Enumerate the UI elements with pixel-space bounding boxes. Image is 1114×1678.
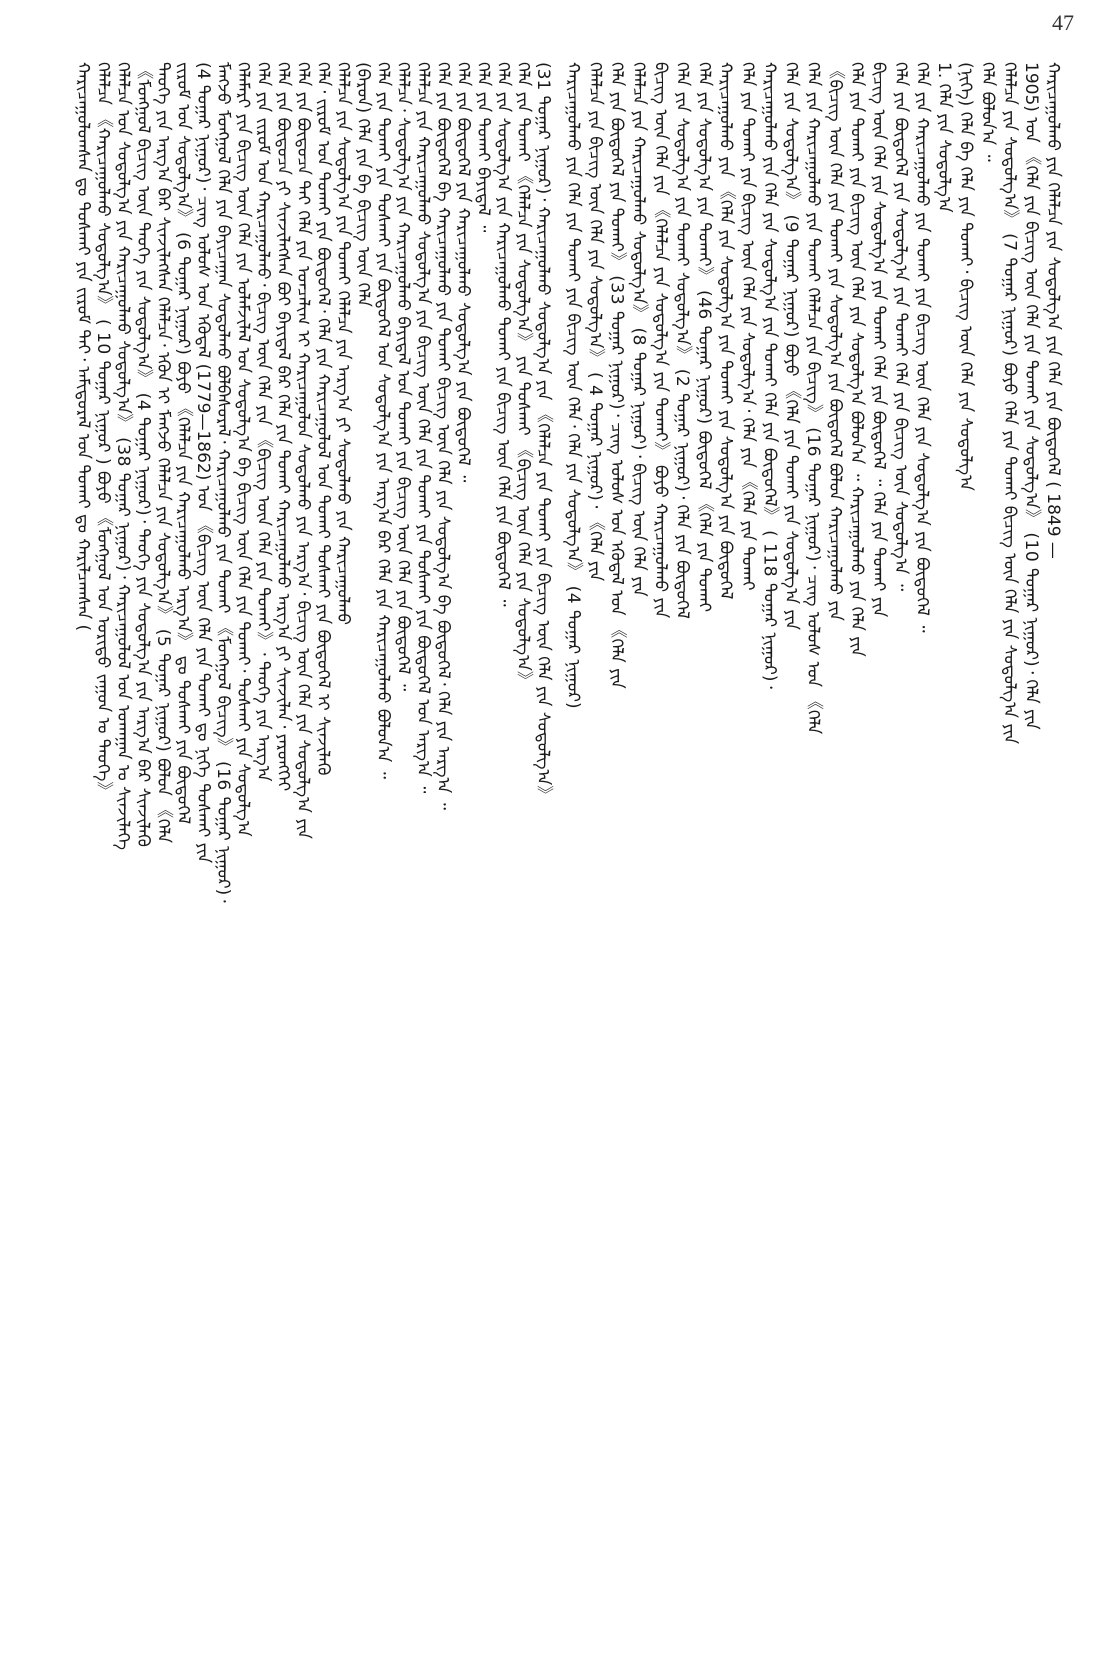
right-block-column: ᠬᠡᠯᠡᠯᠴᠡ 《ᠬᠠᠷᠢᠴᠠᠭᠤᠯᠬᠤ ᠰᠤᠳᠤᠯᠭ᠎ᠠ》 ( 10 ᠳᠤᠭᠠᠷ ᠨᠢᠭᠤᠷ ) ᠪᠤᠶᠤ 《ᠮᠣᠩᠭᠤᠯ ᠤᠨ ᠤᠷᠢᠳᠤ ᠵᠠᠭᠤᠨ ᠤ ᠲᠡᠦᠬᠡ》 bbox=[93, 62, 113, 799]
left-block-column: ᠬᠡᠯᠡᠯᠴᠡ ᠶᠢᠨ ᠰᠤᠳᠤᠯᠭ᠎ᠠ》 (7 ᠳᠤᠭᠠᠷ ᠨᠢᠭᠤᠷ) ᠪᠤᠶᠤ ᠬᠡᠯᠡ ᠶᠢᠨ ᠲᠤᠬᠠᠢ ᠪᠢᠴᠢᠭ᠌ ᠦᠨ ᠬᠡᠯᠡ ᠶᠢᠨ ᠰᠤᠳᠤᠯᠭ᠎ᠠ ᠶᠢᠨ bbox=[999, 62, 1020, 745]
left-block-column: ᠬᠡᠯᠡ ᠶᠢᠨ ᠬᠠᠷᠢᠴᠠᠭᠤᠯᠬᠤ ᠶᠢᠨ ᠲᠤᠬᠠᠢ ᠬᠡᠯᠡᠯᠴᠡ ᠶᠢᠨ ᠪᠢᠴᠢᠭ᠌》 (16 ᠳᠤᠭᠠᠷ ᠨᠢᠭᠤᠷ)᠂ ᠴᠢᠩ ᠤᠯᠤᠰ ᠤᠨ 《ᠬᠡᠯᠡ bbox=[803, 62, 823, 735]
left-block-column: ᠬᠡᠯᠡ ᠶᠢᠨ ᠰᠤᠳᠤᠯᠭ᠎ᠠ ᠶᠢᠨ ᠲᠤᠬᠠᠢ ᠰᠤᠳᠤᠯᠭ᠎ᠠ》 (2 ᠳᠤᠭᠠᠷ ᠨᠢᠭᠤᠷ)᠂ ᠬᠡᠯᠡ ᠶᠢᠨ ᠪᠦᠲᠦᠭᠡᠯ bbox=[672, 62, 693, 619]
right-block-column: ᠬᠡᠯᠡ ᠶᠢᠨ ᠲᠤᠬᠠᠢ ᠶᠢᠨ ᠲᠤᠰᠬᠠᠢ ᠶᠢᠨ ᠪᠦᠲᠦᠭᠡᠯ ᠤᠨ ᠰᠤᠳᠤᠯᠭ᠎ᠠ ᠶᠢᠨ ᠠᠷᠭ᠎ᠠ ᠪᠠᠷ ᠬᠡᠯᠡ ᠶᠢᠨ ᠬᠠᠷᠢᠴᠠᠭᠤᠯᠬᠤ ᠪᠣᠯᠤᠨ᠎ᠠ ᠃ bbox=[373, 62, 393, 779]
left-block-column: ᠬᠡᠯᠡ ᠶᠢᠨ ᠲᠤᠬᠠᠢ ᠶᠢᠨ ᠪᠢᠴᠢᠭ᠌ ᠦᠨ ᠬᠡᠯᠡ ᠶᠢᠨ ᠰᠤᠳᠤᠯᠭ᠎ᠠ ᠪᠣᠯᠤᠨ᠎ᠠ ᠃ ᠬᠠᠷᠢᠴᠠᠭᠤᠯᠬᠤ ᠶᠢᠨ ᠬᠡᠯᠡ ᠶᠢᠨ bbox=[846, 62, 867, 657]
left-block-column: ᠬᠡᠯᠡ ᠶᠢᠨ ᠪᠦᠲᠦᠭᠡᠯ ᠶᠢᠨ ᠲᠤᠬᠠᠢ》 (33 ᠳᠤᠭᠠᠷ ᠨᠢᠭᠤᠷ)᠂ ᠴᠢᠩ ᠤᠯᠤᠰ ᠤᠨ ᠡᠭᠦᠳᠡᠯ ᠤᠨ 《ᠬᠡᠯᠡ ᠶᠢᠨ bbox=[606, 62, 627, 689]
right-block-column: (4 ᠳᠤᠭᠠᠷ ᠨᠢᠭᠤᠷ)᠂ ᠴᠢᠩ ᠤᠯᠤᠰ ᠤᠨ ᠡᠭᠦᠳᠡᠯ (1779—1862) ᠤᠨ 《ᠪᠢᠴᠢᠭ᠌ ᠦᠨ ᠬᠡᠯᠡ ᠶᠢᠨ ᠲᠤᠬᠠᠢ ᠳᠤ ᠨᠢᠭᠡ ᠲᠤᠰᠬᠠᠢ ᠶᠢᠨ bbox=[193, 62, 213, 864]
left-block-column: ᠪᠢᠴᠢᠭ᠌ ᠦᠨ ᠬᠡᠯᠡ ᠶᠢᠨ ᠰᠤᠳᠤᠯᠭ᠎ᠠ ᠶᠢᠨ ᠲᠤᠬᠠᠢ ᠬᠡᠯᠡ ᠶᠢᠨ ᠪᠦᠲᠦᠭᠡᠯ ᠃ ᠬᠡᠯᠡ ᠶᠢᠨ ᠲᠤᠬᠠᠢ ᠶᠢᠨ bbox=[868, 62, 889, 618]
right-block-column: ᠬᠡᠯᠡ ᠶᠢᠨ ᠰᠤᠳᠤᠯᠭ᠎ᠠ ᠶᠢᠨ ᠬᠠᠷᠢᠴᠠᠭᠤᠯᠬᠤ ᠲᠤᠬᠠᠢ ᠶᠢᠨ ᠪᠢᠴᠢᠭ᠌ ᠦᠨ ᠬᠡᠯᠡ ᠶᠢᠨ ᠪᠦᠲᠦᠭᠡᠯ ᠃ bbox=[493, 62, 513, 607]
right-block-column: ᠬᠡᠯᠡ ᠶᠢᠨ ᠪᠦᠲᠦᠴᠡ ᠶᠢ ᠰᠢᠨᠵᠢᠯᠡᠭᠰᠡᠨ ᠪᠤᠢ ᠪᠠᠶᠢᠳᠠᠯ ᠪᠠᠷ ᠬᠡᠯᠡ ᠶᠢᠨ ᠲᠤᠬᠠᠢ ᠬᠠᠷᠢᠴᠠᠭᠤᠯᠬᠤ ᠠᠷᠭ᠎ᠠ ᠶᠢ ᠰᠢᠨᠵᠢᠯᠡᠨ᠂ ᠶᠡᠷᠦᠩᠬᠡᠢ bbox=[273, 62, 293, 792]
left-block-column: ᠪᠢᠴᠢᠭ᠌ ᠦᠨ ᠬᠡᠯᠡ ᠶᠢᠨ 《ᠬᠡᠯᠡᠯᠴᠡ ᠶᠢᠨ ᠰᠤᠳᠤᠯᠭ᠎ᠠ ᠶᠢᠨ ᠲᠤᠬᠠᠢ》 ᠪᠤᠶᠤ ᠬᠠᠷᠢᠴᠠᠭᠤᠯᠬᠤ ᠶᠢᠨ bbox=[650, 62, 671, 619]
right-block-column: ᠵᠢᠷᠤᠮ ᠤᠨ ᠰᠤᠳᠤᠯᠭ᠎ᠠ》 (6 ᠳᠤᠭᠠᠷ ᠨᠢᠭᠤᠷ) ᠪᠤᠶᠤ 《ᠬᠡᠯᠡᠯᠴᠡ ᠶᠢᠨ ᠬᠠᠷᠢᠴᠠᠭᠤᠯᠬᠤ ᠠᠷᠭ᠎ᠠ》 ᠳᠤ ᠲᠤᠰᠬᠠᠢ ᠶᠢᠨ ᠪᠦᠲᠦᠭᠡᠯ bbox=[173, 62, 193, 825]
left-block-column: ᠬᠠᠷᠢᠴᠠᠭᠤᠯᠬᠤ ᠶᠢᠨ ᠬᠡᠯᠡ ᠶᠢᠨ ᠰᠤᠳᠤᠯᠭ᠎ᠠ ᠶᠢᠨ ᠲᠤᠬᠠᠢ ᠬᠡᠯᠡ ᠶᠢᠨ ᠪᠦᠲᠦᠭᠡᠯ》 ( 118 ᠳᠤᠭᠠᠷ ᠨᠢᠭᠤᠷ)᠂ bbox=[759, 62, 780, 689]
right-block-column: ᠬᠡᠯᠡ ᠶᠢᠨ ᠲᠤᠬᠠᠢ ᠪᠠᠶᠢᠳᠠᠯ ᠃ bbox=[473, 62, 493, 233]
right-block-column: ᠬᠡᠯᠡᠯᠴᠡ ᠤᠨ ᠰᠤᠳᠤᠯᠭ᠎ᠠ ᠶᠢᠨ ᠬᠠᠷᠢᠴᠠᠭᠤᠯᠬᠤ ᠰᠤᠳᠤᠯᠭ᠎ᠠ》 (38 ᠳᠤᠭᠠᠷ ᠨᠢᠭᠤᠷ)᠂ ᠬᠠᠷᠢᠴᠠᠭᠤᠯᠤᠯ ᠤᠨ ᠤᠬᠠᠭᠠᠨ ᠤ ᠰᠢᠨᠵᠢᠯᠡᠭᠡ bbox=[113, 62, 133, 851]
right-block-column: ᠬᠡᠯᠡ ᠶᠢᠨ ᠵᠢᠷᠤᠮ ᠤᠨ ᠬᠠᠷᠢᠴᠠᠭᠤᠯᠬᠤ᠂ ᠪᠢᠴᠢᠭ᠌ ᠦᠨ ᠬᠡᠯᠡ ᠶᠢᠨ 《ᠪᠢᠴᠢᠭ᠌ ᠦᠨ ᠬᠡᠯᠡ ᠶᠢᠨ ᠲᠤᠬᠠᠢ》᠂ ᠲᠡᠦᠬᠡ ᠶᠢᠨ ᠠᠷᠭ᠎ᠠ bbox=[253, 62, 273, 782]
left-block-column: ᠬᠠᠷᠢᠴᠠᠭᠤᠯᠬᠤ ᠶᠢᠨ ᠬᠡᠯᠡᠯᠴᠡ ᠶᠢᠨ ᠰᠤᠳᠤᠯᠭ᠎ᠠ ᠶᠢᠨ ᠬᠡᠯᠡ ᠶᠢᠨ ᠪᠦᠲᠦᠭᠡᠯ ( 1849 — bbox=[1043, 62, 1063, 559]
left-block-column: ᠬᠠᠷᠢᠴᠠᠭᠤᠯᠬᠤ ᠶᠢᠨ ᠬᠡᠯᠡ ᠶᠢᠨ ᠲᠤᠬᠠᠢ ᠶᠢᠨ ᠪᠢᠴᠢᠭ᠌ ᠦᠨ ᠬᠡᠯᠡ᠂ ᠬᠡᠯᠡ ᠶᠢᠨ ᠰᠤᠳᠤᠯᠭ᠎ᠠ》 (4 ᠳᠤᠭᠠᠷ ᠨᠢᠭᠤᠷ) bbox=[563, 62, 583, 710]
right-block-column: (ᠪᠠᠷᠤᠨ) ᠬᠡᠯᠡ ᠶᠢᠨ ᠪᠠ ᠪᠢᠴᠢᠭ᠌ ᠦᠨ ᠬᠡᠯᠡ bbox=[353, 62, 373, 307]
right-block-column: ᠲᠡᠦᠬᠡ ᠶᠢᠨ ᠠᠷᠭ᠎ᠠ ᠪᠠᠷ ᠰᠢᠨᠵᠢᠯᠡᠭᠰᠡᠨ ᠬᠡᠯᠡᠯᠴᠡ᠂ ᠡᠭᠦᠨ ᠢ ᠮᠠᠩᠵᠤ ᠬᠡᠯᠡᠯᠴᠡ ᠶᠢᠨ ᠰᠤᠳᠤᠯᠭ᠎ᠠ》 (5 ᠳᠤᠭᠠᠷ ᠨᠢᠭᠤᠷ) ᠪᠣᠯᠤᠨ 《ᠬᠡᠯᠡ bbox=[153, 62, 173, 843]
left-block-column: ᠬᠠᠷᠢᠴᠠᠭᠤᠯᠬᠤ ᠶᠢᠨ 《ᠬᠡᠯᠡ ᠶᠢᠨ ᠰᠤᠳᠤᠯᠭ᠎ᠠ ᠶᠢᠨ ᠲᠤᠬᠠᠢ ᠶᠢᠨ ᠰᠤᠳᠤᠯᠭ᠎ᠠ ᠶᠢᠨ ᠪᠦᠲᠦᠭᠡᠯ bbox=[715, 62, 736, 600]
right-block-column: ᠬᠡᠯᠡ ᠶᠢᠨ ᠪᠦᠲᠦᠴᠡ ᠲᠠᠢ ᠬᠡᠯᠡ ᠶᠢᠨ ᠤᠨᠴᠠᠯᠢᠭ ᠢ ᠬᠠᠷᠢᠴᠠᠭᠤᠯᠤᠨ ᠰᠤᠳᠤᠯᠬᠤ ᠶᠢᠨ ᠠᠷᠭ᠎ᠠ᠂ ᠪᠢᠴᠢᠭ᠌ ᠦᠨ ᠬᠡᠯᠡ ᠶᠢᠨ ᠰᠤᠳᠤᠯᠭ᠎ᠠ ᠶᠢᠨ bbox=[293, 62, 313, 839]
left-block-column: ᠬᠡᠯᠡ ᠶᠢᠨ ᠬᠠᠷᠢᠴᠠᠭᠤᠯᠬᠤ ᠶᠢᠨ ᠲᠤᠬᠠᠢ ᠶᠢᠨ ᠪᠢᠴᠢᠭ᠌ ᠦᠨ ᠬᠡᠯᠡ ᠶᠢᠨ ᠰᠤᠳᠤᠯᠭ᠎ᠠ ᠶᠢᠨ ᠪᠦᠲᠦᠭᠡᠯ ᠃ bbox=[912, 62, 933, 633]
right-block-column: ᠬᠠᠷᠢᠴᠠᠭᠤᠯᠤᠭᠰᠠᠨ ᠳᠤ ᠲᠤᠰᠬᠠᠢ ᠶᠢᠨ ᠵᠢᠷᠤᠮ ᠲᠠᠢ᠂ ᠠᠮᠢᠳᠤᠷᠠᠯ ᠤᠨ ᠲᠤᠬᠠᠢ ᠳᠤ ᠬᠠᠷᠢᠯᠴᠠᠭᠰᠠᠨ ( bbox=[73, 62, 93, 632]
left-block-column: 1905) ᠤᠨ 《ᠬᠡᠯᠡ ᠶᠢᠨ ᠪᠢᠴᠢᠭ᠌ ᠦᠨ ᠬᠡᠯᠡ ᠶᠢᠨ ᠲᠤᠬᠠᠢ ᠶᠢᠨ ᠰᠤᠳᠤᠯᠭ᠎ᠠ》 (10 ᠳᠤᠭᠠᠷ ᠨᠢᠭᠤᠷ)᠂ ᠬᠡᠯᠡ ᠶᠢᠨ bbox=[1021, 62, 1042, 730]
left-block-column: ᠬᠡᠯᠡ ᠶᠢᠨ ᠰᠤᠳᠤᠯᠭ᠎ᠠ ᠶᠢᠨ ᠲᠤᠬᠠᠢ》 (46 ᠳᠤᠭᠠᠷ ᠨᠢᠭᠤᠷ) ᠪᠦᠲᠦᠭᠡᠯ 《ᠬᠡᠯᠡ ᠶᠢᠨ ᠲᠤᠬᠠᠢ bbox=[693, 62, 714, 613]
left-block-column: ᠬᠡᠯᠡ ᠪᠣᠯᠤᠨ᠎ᠠ ᠃ bbox=[977, 62, 998, 162]
left-block-column: ᠬᠡᠯᠡᠯᠴᠡ ᠶᠢᠨ ᠪᠢᠴᠢᠭ᠌ ᠦᠨ ᠬᠡᠯᠡ ᠶᠢᠨ ᠰᠤᠳᠤᠯᠭ᠎ᠠ》 ( 4 ᠳᠤᠭᠠᠷ ᠨᠢᠭᠤᠷ)᠂ 《ᠬᠡᠯᠡ ᠶᠢᠨ bbox=[584, 62, 605, 582]
left-block-column: (ᠨᠢᠭᠡ) ᠬᠡᠯᠡ ᠪᠠ ᠬᠡᠯᠡ ᠶᠢᠨ ᠲᠤᠬᠠᠢ᠂ ᠪᠢᠴᠢᠭ᠌ ᠦᠨ ᠬᠡᠯᠡ ᠶᠢᠨ ᠰᠤᠳᠤᠯᠭ᠎ᠠ bbox=[955, 62, 976, 491]
right-block-column: ᠬᠡᠯᠡᠯᠴᠡ ᠶᠢᠨ ᠬᠠᠷᠢᠴᠠᠭᠤᠯᠬᠤ ᠰᠤᠳᠤᠯᠭ᠎ᠠ ᠶᠢᠨ ᠪᠢᠴᠢᠭ᠌ ᠦᠨ ᠬᠡᠯᠡ ᠶᠢᠨ ᠲᠤᠬᠠᠢ ᠶᠢᠨ ᠲᠤᠰᠬᠠᠢ ᠶᠢᠨ ᠪᠦᠲᠦᠭᠡᠯ ᠤᠨ ᠠᠷᠭ᠎ᠠ ᠃ bbox=[413, 62, 433, 794]
right-block-column: ᠬᠡᠯᠡᠯᠴᠡ᠂ ᠰᠤᠳᠤᠯᠭ᠎ᠠ ᠶᠢᠨ ᠬᠠᠷᠢᠴᠠᠭᠤᠯᠬᠤ ᠪᠠᠶᠢᠳᠠᠯ ᠤᠨ ᠲᠤᠬᠠᠢ ᠶᠢᠨ ᠪᠢᠴᠢᠭ᠌ ᠦᠨ ᠬᠡᠯᠡ ᠶᠢᠨ ᠪᠦᠲᠦᠭᠡᠯ ᠃ bbox=[393, 62, 413, 692]
left-block-column: 《ᠪᠢᠴᠢᠭ᠌ ᠦᠨ ᠬᠡᠯᠡ ᠶᠢᠨ ᠲᠤᠬᠠᠢ ᠶᠢᠨ ᠰᠤᠳᠤᠯᠭ᠎ᠠ ᠶᠢᠨ ᠪᠦᠲᠦᠭᠡᠯ ᠪᠣᠯᠤᠨ ᠬᠠᠷᠢᠴᠠᠭᠤᠯᠬᠤ ᠶᠢᠨ bbox=[824, 62, 845, 621]
right-block-column: ᠬᠡᠯᠡᠯᠴᠡ ᠶᠢᠨ ᠰᠤᠳᠤᠯᠭ᠎ᠠ ᠶᠢᠨ ᠲᠤᠬᠠᠢ ᠬᠡᠯᠡᠯᠴᠡ ᠶᠢᠨ ᠠᠷᠭ᠎ᠠ ᠶᠢ ᠰᠤᠳᠤᠯᠬᠤ ᠶᠢᠨ ᠬᠠᠷᠢᠴᠠᠭᠤᠯᠬᠤ bbox=[333, 62, 353, 626]
left-block-column: ᠬᠡᠯᠡᠯᠴᠡ ᠶᠢᠨ ᠬᠠᠷᠢᠴᠠᠭᠤᠯᠬᠤ ᠰᠤᠳᠤᠯᠭ᠎ᠠ》 (8 ᠳᠤᠭᠠᠷ ᠨᠢᠭᠤᠷ)᠂ ᠪᠢᠴᠢᠭ᠌ ᠦᠨ ᠬᠡᠯᠡ ᠶᠢᠨ bbox=[628, 62, 649, 597]
left-block-column: 1. ᠬᠡᠯᠡ ᠶᠢᠨ ᠰᠤᠳᠤᠯᠭ᠎ᠠ bbox=[933, 62, 954, 213]
right-block-column: ᠬᠡᠯᠡ ᠶᠢᠨ ᠪᠦᠲᠦᠭᠡᠯ ᠶᠢᠨ ᠬᠠᠷᠢᠴᠠᠭᠤᠯᠬᠤ ᠰᠤᠳᠤᠯᠭ᠎ᠠ ᠶᠢᠨ ᠪᠦᠲᠦᠭᠡᠯ ᠃ bbox=[453, 62, 473, 483]
right-block-column: ᠬᠡᠯᠡᠮᠡᠷᠢ ᠶᠢᠨ ᠪᠢᠴᠢᠭ᠌ ᠦᠨ ᠬᠡᠯᠡ ᠶᠢᠨ ᠤᠯᠠᠮᠵᠢᠯᠠᠯ ᠤᠨ ᠰᠤᠳᠤᠯᠭ᠎ᠠ ᠪᠠ ᠪᠢᠴᠢᠭ᠌ ᠦᠨ ᠬᠡᠯᠡ ᠶᠢᠨ ᠲᠤᠬᠠᠢ᠂ ᠲᠤᠰᠬᠠᠢ ᠶᠢᠨ ᠰᠤᠳᠤᠯᠭ᠎ᠠ bbox=[233, 62, 253, 837]
left-block-column: ᠬᠡᠯᠡ ᠶᠢᠨ ᠪᠦᠲᠦᠭᠡᠯ ᠶᠢᠨ ᠰᠤᠳᠤᠯᠭ᠎ᠠ ᠶᠢᠨ ᠲᠤᠬᠠᠢ ᠬᠡᠯᠡ ᠶᠢᠨ ᠪᠢᠴᠢᠭ᠌ ᠦᠨ ᠰᠤᠳᠤᠯᠭ᠎ᠠ ᠃ bbox=[890, 62, 911, 592]
right-block-column: 《ᠮᠣᠩᠭᠤᠯ ᠪᠢᠴᠢᠭ᠌ ᠦᠨ ᠲᠡᠦᠬᠡ ᠶᠢᠨ ᠰᠤᠳᠤᠯᠭ᠎ᠠ》 (4 ᠳᠤᠭᠠᠷ ᠨᠢᠭᠤᠷ)᠂ ᠲᠡᠦᠬᠡ ᠶᠢᠨ ᠰᠤᠳᠤᠯᠭ᠎ᠠ ᠶᠢᠨ ᠠᠷᠭ᠎ᠠ ᠪᠠᠷ ᠰᠢᠨᠵᠢᠯᠡᠬᠦ bbox=[133, 62, 153, 847]
right-block-column: ᠮᠠᠩᠵᠤ ᠮᠣᠩᠭᠤᠯ ᠬᠡᠯᠡ ᠶᠢᠨ ᠪᠠᠶᠢᠴᠠᠭᠠᠨ ᠰᠤᠳᠤᠯᠬᠤ ᠪᠣᠯᠪᠠᠰᠤᠷᠠᠯ᠂ ᠬᠠᠷᠢᠴᠠᠭᠤᠯᠬᠤ ᠶᠢᠨ ᠲᠤᠬᠠᠢ 《ᠮᠣᠩᠭᠤᠯ ᠪᠢᠴᠢᠭ᠌》 (16 ᠳᠤᠭᠠᠷ ᠨᠢᠭᠤᠷ)᠂ bbox=[213, 62, 233, 903]
right-block-column: ᠬᠡᠯᠡ᠂ ᠵᠢᠷᠤᠮ ᠤᠨ ᠲᠤᠬᠠᠢ ᠶᠢᠨ ᠪᠦᠲᠦᠭᠡᠯ᠂ ᠬᠡᠯᠡ ᠶᠢᠨ ᠬᠠᠷᠢᠴᠠᠭᠤᠯᠤᠯ ᠤᠨ ᠲᠤᠬᠠᠢ ᠲᠤᠰᠬᠠᠢ ᠶᠢᠨ ᠪᠦᠲᠦᠭᠡᠯ ᠢ ᠰᠢᠨᠵᠢᠯᠡᠬᠦ bbox=[313, 62, 333, 776]
right-block-column: ᠬᠡᠯᠡ ᠶᠢᠨ ᠲᠤᠬᠠᠢ 《ᠬᠡᠯᠡᠯᠴᠡ ᠶᠢᠨ ᠰᠤᠳᠤᠯᠭ᠎ᠠ》 ᠶᠢᠨ ᠲᠤᠰᠬᠠᠢ 《ᠪᠢᠴᠢᠭ᠌ ᠦᠨ ᠬᠡᠯᠡ ᠶᠢᠨ ᠰᠤᠳᠤᠯᠭ᠎ᠠ》 bbox=[513, 62, 533, 689]
right-block-column: ᠬᠡᠯᠡ ᠶᠢᠨ ᠪᠦᠲᠦᠭᠡᠯ ᠪᠠ ᠬᠠᠷᠢᠴᠠᠭᠤᠯᠬᠤ ᠶᠢᠨ ᠲᠤᠬᠠᠢ ᠪᠢᠴᠢᠭ᠌ ᠦᠨ ᠬᠡᠯᠡ ᠶᠢᠨ ᠰᠤᠳᠤᠯᠭ᠎ᠠ ᠪᠠ ᠪᠦᠲᠦᠭᠡᠯ᠂ ᠬᠡᠯᠡ ᠶᠢᠨ ᠠᠷᠭ᠎ᠠ ᠃ bbox=[433, 62, 453, 810]
left-block-column: ᠬᠡᠯᠡ ᠶᠢᠨ ᠲᠤᠬᠠᠢ ᠶᠢᠨ ᠪᠢᠴᠢᠭ᠌ ᠦᠨ ᠬᠡᠯᠡ ᠶᠢᠨ ᠰᠤᠳᠤᠯᠭ᠎ᠠ᠂ ᠬᠡᠯᠡ ᠶᠢᠨ 《ᠬᠡᠯᠡ ᠶᠢᠨ ᠲᠤᠬᠠᠢ bbox=[737, 62, 758, 591]
left-block-column: ᠬᠡᠯᠡ ᠶᠢᠨ ᠰᠤᠳᠤᠯᠭ᠎ᠠ》 (9 ᠳᠤᠭᠠᠷ ᠨᠢᠭᠤᠷ) ᠪᠤᠶᠤ 《ᠬᠡᠯᠡ ᠶᠢᠨ ᠲᠤᠬᠠᠢ ᠶᠢᠨ ᠰᠤᠳᠤᠯᠭ᠎ᠠ ᠶᠢᠨ bbox=[781, 62, 802, 630]
right-block-column: (31 ᠳᠤᠭᠠᠷ ᠨᠢᠭᠤᠷ)᠂ ᠬᠠᠷᠢᠴᠠᠭᠤᠯᠬᠤ ᠰᠤᠳᠤᠯᠭ᠎ᠠ ᠶᠢᠨ 《ᠬᠡᠯᠡᠯᠴᠡ ᠶᠢᠨ ᠲᠤᠬᠠᠢ ᠶᠢᠨ ᠪᠢᠴᠢᠭ᠌ ᠦᠨ ᠬᠡᠯᠡ ᠶᠢᠨ ᠰᠤᠳᠤᠯᠭ᠎ᠠ》 bbox=[533, 62, 553, 803]
page-number: 47 bbox=[1052, 10, 1074, 35]
